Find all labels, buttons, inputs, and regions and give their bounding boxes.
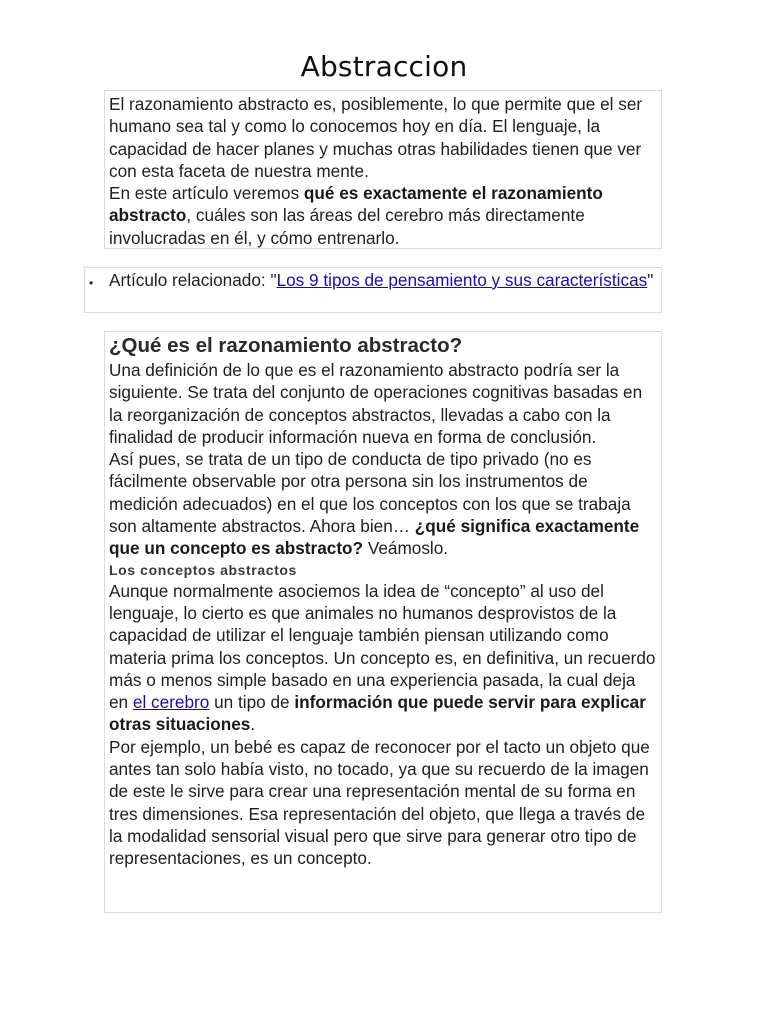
intro-box [104,90,662,249]
related-prefix: Artículo relacionado: " [109,270,277,290]
section-paragraph-1: Una definición de lo que es el razonamiento abstracto podría ser la siguiente. Se trata del conjunto de operaciones cognitivas basadas en la reorganización de conceptos abstractos, llevadas a cabo con la finalidad de producir información nueva en forma de conclusión. [109,360,643,447]
section-p3-text: Aunque normalmente asociemos la idea de “concepto” al uso del lenguaje, lo cierto es que animales no humanos desprovistos de la capacidad de utilizar el lenguaje también piensan utilizando como materia prima los conceptos. Un concepto es, en definitiva, un recuerdo más o menos simple basado en una experiencia pasada, la cual deja en [109,580,656,713]
related-article-link[interactable]: Los 9 tipos de pensamiento y sus características [276,270,648,290]
document-title: Abstraccion [300,50,468,83]
section-paragraph-2 [109,448,658,559]
related-suffix: " [647,270,654,290]
section-p3-mid: un tipo de [209,692,295,713]
subsection-heading: Los conceptos abstractos [109,561,297,578]
section-paragraph-4: Por ejemplo, un bebé es capaz de reconocer por el tacto un objeto que antes tan solo había visto, no tocado, ya que su recuerdo de la imagen de este le sirve para crear una representación mental de su forma en tres dimensiones. Esa representación del objeto, que llega a través de la modalidad sensorial visual pero que sirve para generar otro tipo de representaciones, es un concepto. [109,736,650,869]
brain-link[interactable]: el cerebro [132,692,210,713]
section-p2-bold: ¿qué significa exactamente que un concepto es abstracto? [109,516,640,559]
section-p2-text: Así pues, se trata de un tipo de conducta de tipo privado (no es fácilmente observable por otra persona sin los instrumentos de medición adecuados) en el que los conceptos con los que se trabaja son altamente abstractos. Ahora bien… [109,449,631,537]
intro-text: En este artículo veremos [109,183,304,204]
section-p3-end: . [250,714,256,735]
section-p2-end: Veámoslo. [363,538,449,559]
section-p3-bold: información que puede servir para explicar otras situaciones [109,692,646,735]
intro-paragraph-1: El razonamiento abstracto es, posiblemente, lo que permite que el ser humano sea tal y como lo conocemos hoy en día. El lenguaje, la capacidad de hacer planes y muchas otras habilidades tienen que ver con esta faceta de nuestra mente. [109,94,643,181]
section-paragraph-3 [109,580,658,736]
intro-text-end: , cuáles son las áreas del cerebro más directamente involucradas en él, y cómo entrenarlo. [109,205,585,248]
related-article-box [84,267,662,313]
intro-bold-text: qué es exactamente el razonamiento abstracto [109,183,603,226]
related-article-line [109,269,658,291]
main-section-box [104,331,662,913]
bullet-icon: • [89,276,94,290]
section-heading: ¿Qué es el razonamiento abstracto? [109,334,463,357]
intro-paragraph-2 [109,182,658,249]
